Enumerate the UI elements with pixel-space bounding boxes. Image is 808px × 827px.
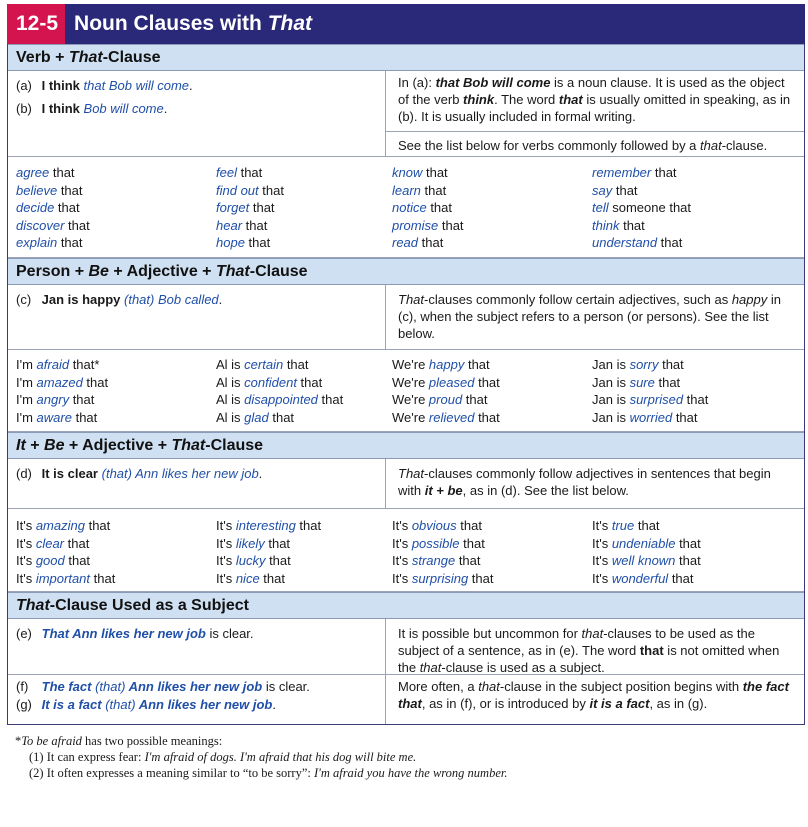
it-list-col-4 (592, 517, 792, 587)
examples-row-4 (8, 619, 804, 675)
adj-list-col-1 (16, 356, 216, 427)
adj-list-col-3 (392, 356, 592, 427)
list-item: decide that (16, 200, 80, 215)
list-item: It's clear that (16, 535, 90, 551)
section-heading-it-be-adjective: It + Be + Adjective + That-Clause (8, 432, 804, 459)
explanation-a: In (a): that Bob will come is a noun clause. It is used as the object of the verb think. The word that is usually omitted in speaking, as in (b). It is usually included in formal writing. (398, 75, 791, 124)
example-b: (b) I think Bob will come. (16, 101, 168, 116)
list-item: We're happy that (392, 357, 490, 372)
list-item: believe that (16, 182, 83, 198)
list-item: It's important that (16, 570, 116, 586)
list-item: tell someone that (592, 200, 692, 215)
list-item: Jan is surprised that (592, 392, 709, 407)
list-item: find out that (216, 182, 284, 198)
list-item: feel that (216, 165, 263, 180)
list-item: remember that (592, 165, 677, 180)
examples-column (8, 459, 386, 508)
list-item: It's surprising that (392, 570, 494, 586)
examples-column (8, 675, 386, 724)
list-item: forget that (216, 200, 275, 215)
examples-row-5 (8, 675, 804, 724)
list-item: I'm amazed that (16, 374, 109, 390)
example-c: (c) Jan is happy (that) Bob called. (16, 292, 223, 307)
explanation-f-g: More often, a that-clause in the subject position begins with the fact that, as in (f), or is introduced by it is a fact, as in (g). (398, 679, 789, 711)
it-list-col-2 (216, 517, 392, 587)
list-item: Al is glad that (216, 409, 295, 425)
list-item: It's lucky that (216, 553, 291, 568)
chart-number: 12-5 (7, 4, 65, 44)
list-item: Al is certain that (216, 357, 309, 372)
verb-list-col-3 (392, 164, 592, 253)
footnote (7, 733, 805, 781)
list-item: Jan is worried that (592, 409, 698, 425)
list-item: explain that (16, 235, 83, 250)
explanation-e: It is possible but uncommon for that-clauses to be used as the subject of a sentence, as in (e). The word that is not omitted when the that-clause is used as a subject. (398, 626, 780, 675)
example-e: (e) That Ann likes her new job is clear. (16, 626, 254, 641)
list-item: It's interesting that (216, 518, 322, 533)
examples-column (8, 71, 386, 156)
list-item: We're relieved that (392, 409, 500, 425)
list-item: Al is confident that (216, 374, 323, 390)
explanation-column (386, 619, 804, 674)
list-item: I'm aware that (16, 409, 98, 425)
verb-list-col-2 (216, 164, 392, 253)
list-item: learn that (392, 182, 447, 198)
explanation-c: That-clauses commonly follow certain adjectives, such as happy in (c), when the subject refers to a person (or persons). See the list below. (398, 292, 781, 341)
list-item: It's nice that (216, 570, 285, 586)
footnote-line-2: (1) It can express fear: I'm afraid of dogs. I'm afraid that his dog will bite me. (29, 750, 417, 764)
list-item: hear that (216, 217, 268, 233)
footnote-line-1: *To be afraid has two possible meanings: (15, 734, 223, 748)
list-item: know that (392, 165, 448, 180)
verb-list-col-4 (592, 164, 792, 253)
list-item: We're proud that (392, 392, 488, 407)
list-item: It's likely that (216, 535, 291, 551)
explanation-column (386, 285, 804, 349)
example-f: (f) The fact (that) Ann likes her new job is clear. (16, 679, 310, 694)
footnote-line-3: (2) It often expresses a meaning similar to “to be sorry”: I'm afraid you have the wrong number. (29, 766, 508, 780)
list-item: It's true that (592, 518, 660, 533)
list-item: understand that (592, 235, 683, 250)
example-a: (a) I think that Bob will come. (16, 78, 193, 93)
chart-title-bar (7, 4, 805, 44)
list-item: say that (592, 182, 638, 198)
verb-list-col-1 (16, 164, 216, 253)
list-item: It's amazing that (16, 518, 111, 533)
verb-list (8, 157, 804, 258)
list-item: hope that (216, 235, 271, 250)
list-item: It's possible that (392, 535, 485, 551)
list-item: It's strange that (392, 553, 481, 568)
explanation-column (386, 459, 804, 508)
list-item: It's good that (16, 553, 91, 568)
list-item: It's wonderful that (592, 570, 694, 586)
it-adjective-list (8, 509, 804, 592)
section-heading-that-clause-subject: That-Clause Used as a Subject (8, 592, 804, 619)
chart-body (7, 44, 805, 725)
adj-list-col-4 (592, 356, 792, 427)
explanation-d: That-clauses commonly follow adjectives in sentences that begin with it + be, as in (d). See the list below. (398, 466, 771, 498)
examples-row-1 (8, 71, 804, 157)
examples-column (8, 285, 386, 349)
list-item: read that (392, 235, 444, 250)
list-item: It's undeniable that (592, 535, 701, 551)
list-item: I'm afraid that* (16, 357, 100, 372)
section-heading-person-be-adjective: Person + Be + Adjective + That-Clause (8, 258, 804, 285)
adj-list-col-2 (216, 356, 392, 427)
list-item: I'm angry that (16, 392, 95, 407)
examples-row-3 (8, 459, 804, 509)
list-item: Al is disappointed that (216, 392, 344, 407)
list-item: notice that (392, 200, 452, 215)
examples-row-2 (8, 285, 804, 350)
example-d: (d) It is clear (that) Ann likes her new job. (16, 466, 263, 481)
list-item: Jan is sure that (592, 374, 681, 390)
it-list-col-3 (392, 517, 592, 587)
list-item: It's well known that (592, 553, 701, 568)
list-item: agree that (16, 165, 75, 180)
divider (386, 131, 804, 132)
list-item: think that (592, 217, 645, 233)
examples-column (8, 619, 386, 674)
chart-title: Noun Clauses with That (74, 12, 313, 35)
explanation-column (386, 675, 804, 724)
grammar-chart (7, 4, 805, 781)
section-heading-verb-that-clause: Verb + That-Clause (8, 44, 804, 71)
list-item: promise that (392, 217, 464, 233)
person-adjective-list (8, 350, 804, 432)
example-g: (g) It is a fact (that) Ann likes her new job. (16, 697, 276, 712)
it-list-col-1 (16, 517, 216, 587)
explanation-see-list: See the list below for verbs commonly followed by a that-clause. (398, 138, 768, 153)
list-item: Jan is sorry that (592, 357, 684, 372)
explanation-column (386, 71, 804, 156)
list-item: We're pleased that (392, 374, 500, 390)
list-item: discover that (16, 217, 90, 233)
list-item: It's obvious that (392, 518, 482, 533)
